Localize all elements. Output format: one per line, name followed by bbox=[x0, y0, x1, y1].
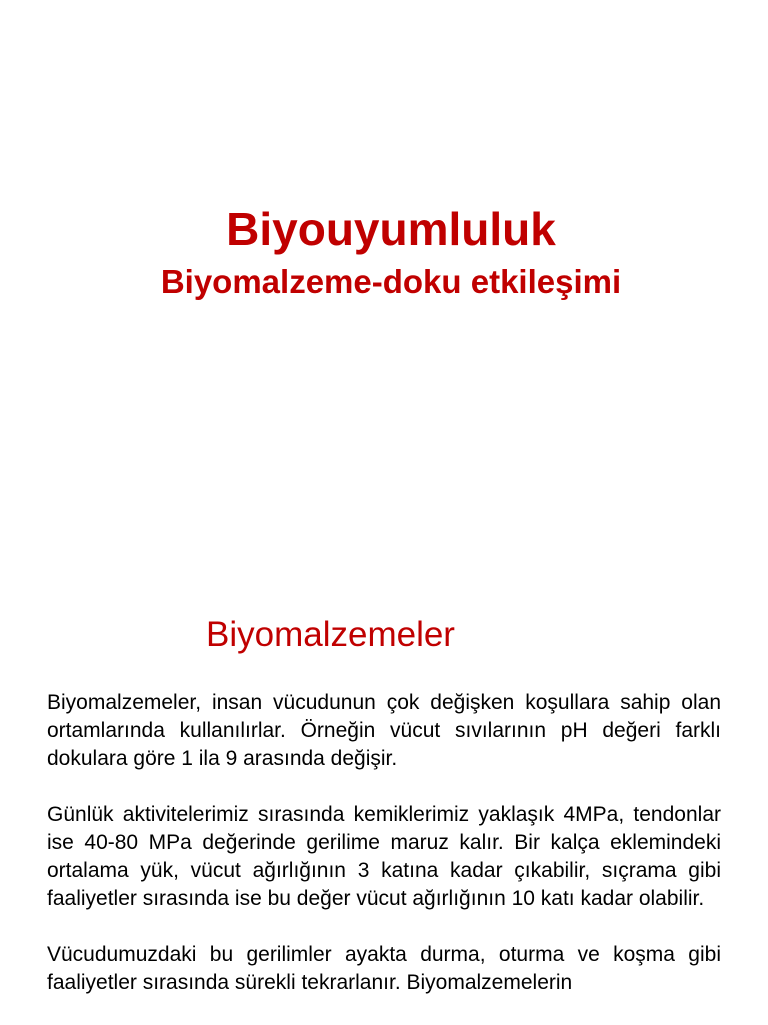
body-paragraph: Günlük aktivitelerimiz sırasında kemiklerimiz yaklaşık 4MPa, tendonlar ise 40-80 MPa değerinde gerilime maruz kalır. Bir kalça eklemindeki ortalama yük, vücut ağırlığının 3 katına kadar çıkabilir, sıçrama gibi faaliyetler sırasında ise bu değer vücut ağırlığının 10 katı kadar olabilir. bbox=[47, 803, 721, 910]
section-title: Biyomalzemeler bbox=[206, 615, 455, 654]
main-title: Biyouyumluluk bbox=[226, 203, 556, 255]
body-paragraph: Biyomalzemeler, insan vücudunun çok değişken koşullara sahip olan ortamlarında kullanılırlar. Örneğin vücut sıvılarının pH değeri farklı dokulara göre 1 ila 9 arasında değişir. bbox=[47, 691, 721, 770]
section-body bbox=[47, 689, 721, 1025]
body-paragraph: Vücudumuzdaki bu gerilimler ayakta durma, oturma ve koşma gibi faaliyetler sırasında sürekli tekrarlanır. Biyomalzemelerin bbox=[47, 943, 721, 994]
main-subtitle: Biyomalzeme-doku etkileşimi bbox=[160, 263, 622, 300]
